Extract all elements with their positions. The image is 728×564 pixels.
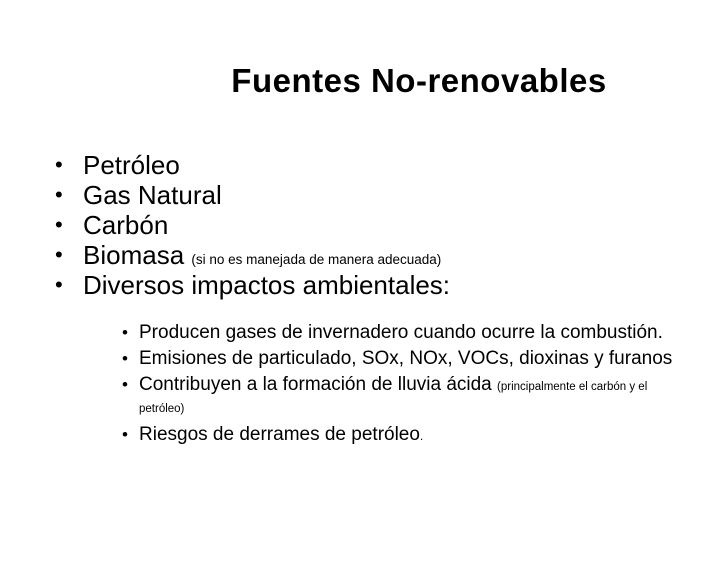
bullet-icon: • xyxy=(55,152,63,177)
sub-bullet-item xyxy=(122,425,682,447)
sub-bullet-suffix: . xyxy=(419,431,424,443)
bullet-text: Carbón xyxy=(83,210,169,240)
bullet-item xyxy=(55,150,450,180)
bullet-item xyxy=(55,240,450,270)
sub-bullet-text: Riesgos de derrames de petróleo xyxy=(139,424,420,445)
bullet-icon: • xyxy=(122,425,128,444)
sub-bullet-item xyxy=(122,349,682,369)
bullet-icon: • xyxy=(122,323,128,342)
bullet-note: (si no es manejada de manera adecuada) xyxy=(191,252,442,267)
bullet-icon: • xyxy=(55,212,63,237)
sub-bullet-item xyxy=(122,375,682,419)
bullet-icon: • xyxy=(122,349,128,368)
sub-bullet-item xyxy=(122,323,682,343)
bullet-icon: • xyxy=(55,182,63,207)
bullet-item xyxy=(55,180,450,210)
sub-bullet-text: Producen gases de invernadero cuando ocurre la combustión. xyxy=(139,322,663,343)
sub-bullet-list xyxy=(122,323,682,453)
slide-title: Fuentes No-renovables xyxy=(231,62,607,99)
bullet-item xyxy=(55,210,450,240)
bullet-icon: • xyxy=(55,242,63,267)
bullet-text: Gas Natural xyxy=(83,180,222,210)
bullet-text: Biomasa xyxy=(83,240,185,270)
bullet-text: Petróleo xyxy=(83,150,180,180)
bullet-text: Diversos impactos ambientales: xyxy=(83,270,451,300)
sub-bullet-note: (principalmente el carbón y el petróleo) xyxy=(139,381,648,415)
bullet-item xyxy=(55,270,450,300)
bullet-list xyxy=(55,150,450,300)
bullet-icon: • xyxy=(55,272,63,297)
sub-bullet-text: Emisiones de particulado, SOx, NOx, VOCs, dioxinas y furanos xyxy=(139,348,673,369)
bullet-icon: • xyxy=(122,375,128,394)
sub-bullet-text: Contribuyen a la formación de lluvia ácida xyxy=(139,374,492,395)
